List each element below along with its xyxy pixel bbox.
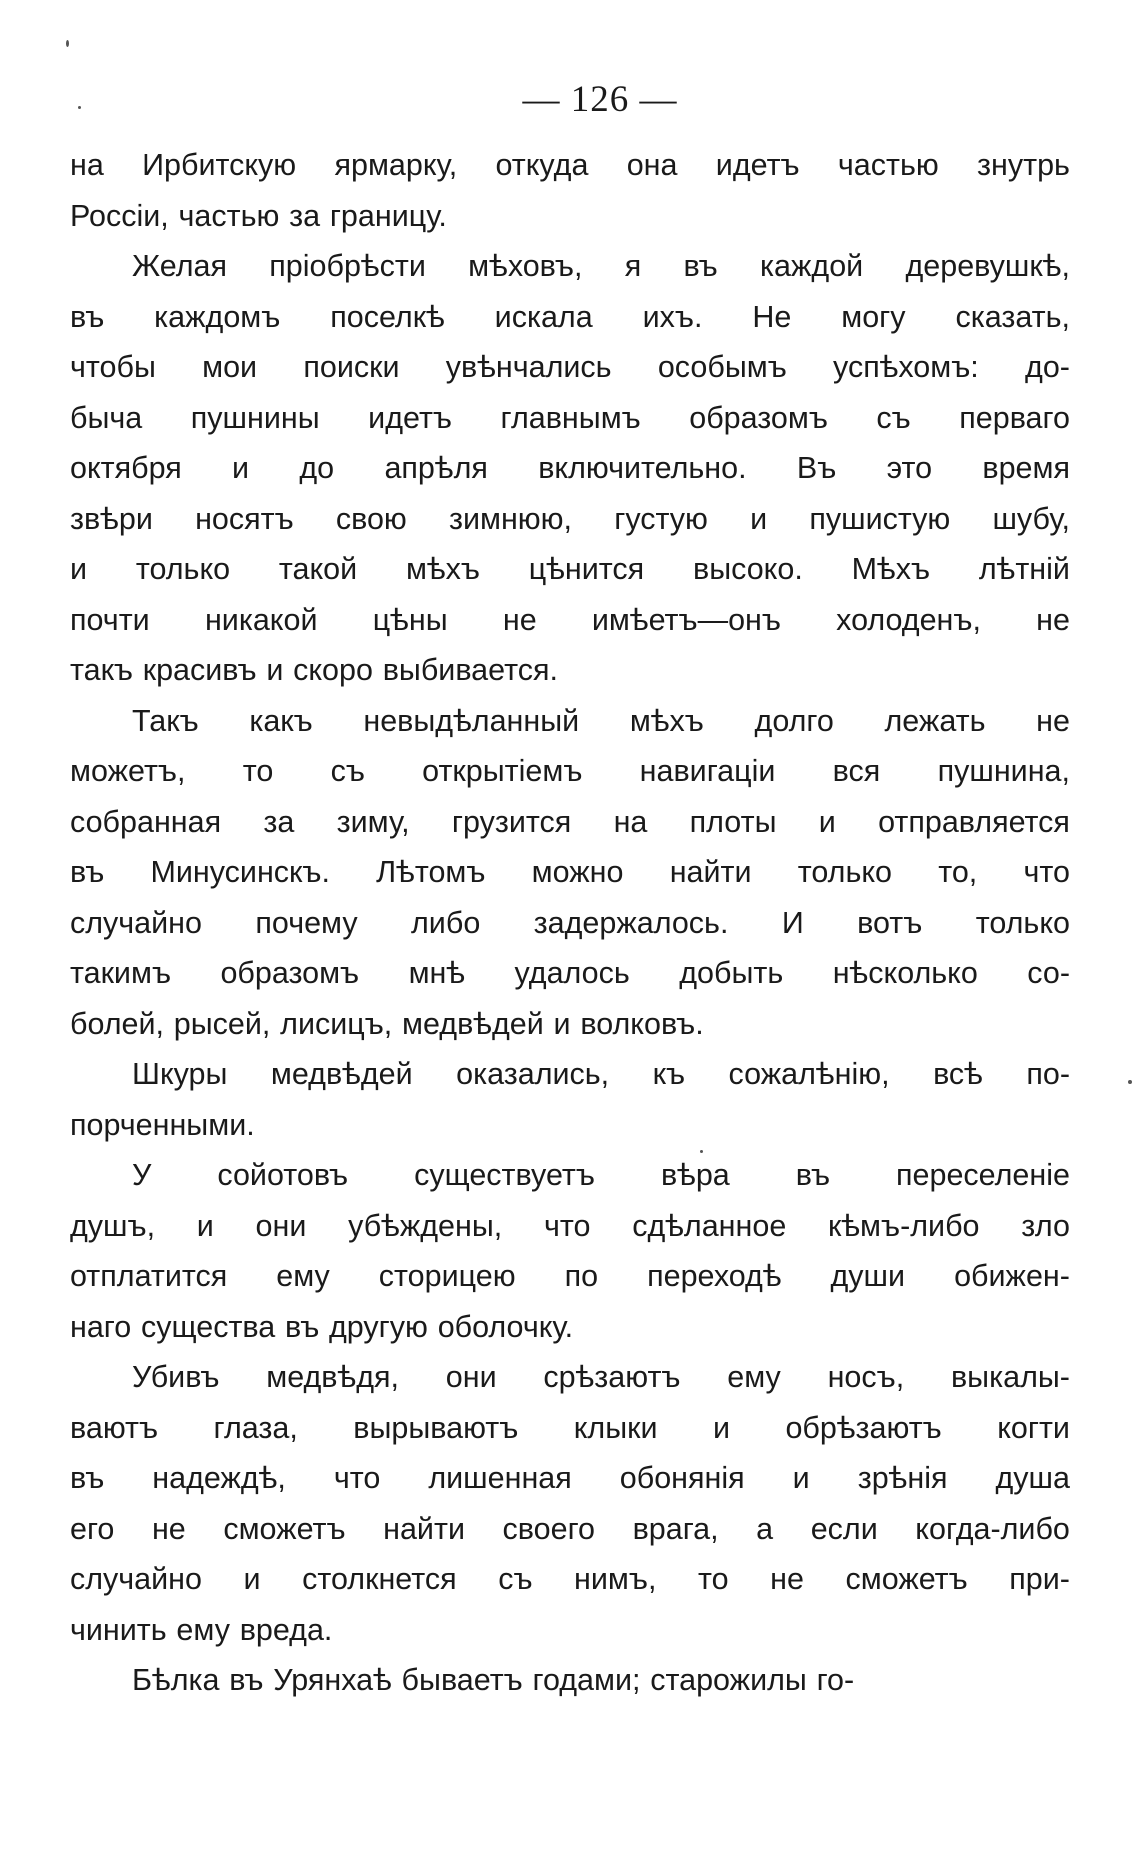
text-line bbox=[70, 191, 1070, 242]
paragraph bbox=[70, 1049, 1070, 1150]
word: мнѣ bbox=[408, 956, 466, 990]
text-line bbox=[70, 847, 1070, 898]
word: не bbox=[151, 1511, 186, 1546]
word: свою bbox=[335, 501, 407, 536]
word: Ирбитскую bbox=[142, 148, 297, 182]
word: ему bbox=[727, 1360, 781, 1394]
text-line bbox=[70, 1352, 1070, 1403]
word: пріобрѣсти bbox=[269, 249, 426, 283]
word: а bbox=[756, 1511, 774, 1546]
text-line bbox=[70, 292, 1070, 343]
scan-speck bbox=[700, 1150, 703, 1153]
word: лисицъ, bbox=[280, 1006, 393, 1041]
word: существа bbox=[140, 1309, 276, 1344]
word: отправляется bbox=[878, 804, 1070, 839]
word: мѣховъ, bbox=[468, 249, 583, 283]
word: душъ, bbox=[70, 1208, 156, 1243]
word: и bbox=[232, 451, 250, 485]
word: существуетъ bbox=[414, 1158, 595, 1192]
word: найти bbox=[383, 1511, 465, 1546]
text-line bbox=[70, 1150, 1070, 1201]
word: въ bbox=[285, 1309, 320, 1344]
word: навигаціи bbox=[639, 754, 776, 788]
word: въ bbox=[70, 855, 105, 889]
text-line bbox=[70, 140, 1070, 191]
word: волковъ. bbox=[580, 1006, 704, 1041]
text-line bbox=[70, 1049, 1070, 1100]
word: плоты bbox=[689, 804, 777, 839]
word: лѣтній bbox=[978, 552, 1070, 586]
word: на bbox=[70, 148, 104, 182]
word: звѣри bbox=[70, 501, 153, 536]
word: могу bbox=[841, 299, 906, 334]
paragraph bbox=[70, 1352, 1070, 1655]
word: не bbox=[770, 1562, 804, 1596]
word: кѣмъ-либо bbox=[828, 1208, 980, 1243]
word: за bbox=[263, 804, 295, 839]
word: границу. bbox=[329, 198, 447, 233]
word: У bbox=[132, 1158, 152, 1192]
word: скоро bbox=[293, 653, 373, 687]
word: открытіемъ bbox=[422, 754, 583, 788]
word: сожалѣнію, bbox=[728, 1057, 890, 1091]
word: оболочку. bbox=[437, 1309, 574, 1344]
word: въ bbox=[70, 1461, 105, 1495]
word: густую bbox=[614, 501, 708, 536]
word: и bbox=[266, 653, 284, 687]
word: и bbox=[70, 552, 88, 586]
word: старожилы bbox=[650, 1663, 807, 1697]
word: частью bbox=[837, 148, 939, 182]
word: апрѣля bbox=[384, 451, 488, 485]
word: медвѣдей bbox=[270, 1057, 413, 1091]
word: вотъ bbox=[857, 905, 923, 940]
word: ему bbox=[176, 1612, 230, 1647]
word: съ bbox=[498, 1562, 533, 1596]
text-line bbox=[70, 1100, 1070, 1151]
word: годами; bbox=[532, 1663, 641, 1697]
word: то bbox=[697, 1562, 729, 1596]
word: по- bbox=[1026, 1057, 1070, 1091]
word: мѣхъ bbox=[629, 703, 704, 738]
word: го- bbox=[816, 1663, 855, 1697]
word: обижен- bbox=[954, 1259, 1070, 1293]
word: зрѣнія bbox=[857, 1461, 948, 1495]
word: такой bbox=[278, 552, 358, 586]
word: надеждѣ, bbox=[152, 1461, 286, 1495]
text-line bbox=[70, 1655, 1070, 1706]
word: только bbox=[797, 855, 893, 889]
word: другую bbox=[329, 1309, 428, 1344]
word: до- bbox=[1025, 350, 1070, 384]
text-line bbox=[70, 443, 1070, 494]
word: убѣждены, bbox=[348, 1208, 503, 1243]
word: пушнины bbox=[190, 400, 320, 435]
word: лишенная bbox=[428, 1461, 572, 1495]
text-line bbox=[70, 1201, 1070, 1252]
word: когти bbox=[997, 1410, 1070, 1445]
word: и bbox=[712, 1410, 731, 1445]
word: и bbox=[196, 1208, 214, 1243]
scan-speck bbox=[78, 106, 81, 109]
word: время bbox=[982, 451, 1070, 485]
word: столкнется bbox=[302, 1562, 457, 1596]
word: это bbox=[886, 451, 933, 485]
word: съ bbox=[876, 400, 911, 435]
paragraph bbox=[70, 140, 1070, 241]
word: его bbox=[70, 1511, 115, 1546]
word: успѣхомъ: bbox=[833, 350, 979, 384]
word: Россіи, bbox=[70, 198, 169, 233]
word: деревушкѣ, bbox=[905, 249, 1070, 283]
page-number: — 126 — bbox=[522, 79, 678, 120]
word: И bbox=[781, 905, 804, 940]
word: чтобы bbox=[70, 350, 156, 384]
word: никакой bbox=[204, 602, 318, 637]
word: либо bbox=[411, 905, 481, 940]
word: включительно. bbox=[538, 451, 747, 485]
word: врага, bbox=[632, 1511, 719, 1546]
word: искала bbox=[494, 299, 593, 334]
word: случайно bbox=[70, 905, 202, 940]
word: что bbox=[1023, 855, 1070, 889]
word: сказать, bbox=[955, 299, 1070, 334]
word: медвѣдя, bbox=[266, 1360, 399, 1394]
word: случайно bbox=[70, 1562, 202, 1596]
text-line bbox=[70, 494, 1070, 545]
word: вся bbox=[832, 754, 881, 788]
word: съ bbox=[330, 754, 365, 788]
word: идетъ bbox=[368, 400, 452, 435]
word: лежать bbox=[884, 703, 986, 738]
text-line bbox=[70, 1605, 1070, 1656]
word: можетъ, bbox=[70, 754, 186, 788]
word: обонянія bbox=[619, 1461, 745, 1495]
word: найти bbox=[669, 855, 752, 889]
word: за bbox=[289, 198, 321, 233]
word: красивъ bbox=[142, 653, 257, 687]
text-line bbox=[70, 1453, 1070, 1504]
word: цѣны bbox=[372, 602, 448, 637]
word: сдѣланное bbox=[632, 1208, 787, 1243]
word: образомъ bbox=[689, 400, 828, 435]
word: поиски bbox=[303, 350, 400, 384]
word: медвѣдей bbox=[402, 1006, 544, 1041]
text-line bbox=[70, 1251, 1070, 1302]
word: души bbox=[830, 1259, 906, 1293]
word: только bbox=[135, 552, 231, 586]
word: въ bbox=[70, 299, 105, 334]
text-line bbox=[70, 595, 1070, 646]
word: откуда bbox=[495, 148, 589, 182]
word: какъ bbox=[249, 703, 313, 738]
word: зло bbox=[1021, 1208, 1070, 1243]
word: и bbox=[750, 501, 768, 536]
word: ихъ. bbox=[642, 299, 703, 334]
word: сойотовъ bbox=[217, 1158, 349, 1192]
word: собранная bbox=[70, 804, 222, 839]
word: выбивается. bbox=[382, 653, 558, 687]
word: почти bbox=[70, 602, 150, 637]
word: холоденъ, bbox=[836, 602, 981, 637]
word: пушнина, bbox=[937, 754, 1070, 788]
word: мѣхъ bbox=[405, 552, 480, 586]
word: увѣнчались bbox=[445, 350, 612, 384]
word: обрѣзаютъ bbox=[785, 1410, 942, 1445]
word: и bbox=[243, 1562, 261, 1596]
word: не bbox=[1036, 703, 1070, 738]
word: частью bbox=[178, 198, 280, 233]
word: невыдѣланный bbox=[363, 703, 580, 738]
word: Урянхаѣ bbox=[273, 1663, 392, 1697]
word: сможетъ bbox=[223, 1511, 346, 1546]
word: такъ bbox=[70, 653, 133, 687]
word: въ bbox=[229, 1663, 264, 1697]
word: быча bbox=[70, 400, 143, 435]
word: только bbox=[975, 905, 1070, 940]
word: Лѣтомъ bbox=[376, 855, 486, 889]
word: переселеніе bbox=[896, 1158, 1070, 1192]
word: цѣнится bbox=[528, 552, 645, 586]
word: Убивъ bbox=[132, 1360, 220, 1394]
word: если bbox=[810, 1511, 878, 1546]
word: оказались, bbox=[456, 1057, 610, 1091]
word: въ bbox=[683, 249, 718, 283]
paragraph bbox=[70, 696, 1070, 1050]
text-line bbox=[70, 948, 1070, 999]
text-line bbox=[70, 1554, 1070, 1605]
word: грузится bbox=[451, 804, 572, 839]
word: такимъ bbox=[70, 956, 172, 990]
word: выкалы- bbox=[950, 1360, 1070, 1394]
word: вѣра bbox=[660, 1158, 730, 1192]
word: мои bbox=[202, 350, 258, 384]
word: Въ bbox=[796, 451, 837, 485]
word: нѣсколько bbox=[832, 956, 978, 990]
word: Шкуры bbox=[132, 1057, 228, 1091]
word: болей, bbox=[70, 1006, 165, 1041]
word: задержалось. bbox=[533, 905, 729, 940]
word: что bbox=[333, 1461, 381, 1495]
word: шубу, bbox=[992, 501, 1070, 536]
word: вырываютъ bbox=[353, 1410, 519, 1445]
word: почему bbox=[255, 905, 358, 940]
word: перваго bbox=[959, 400, 1070, 435]
word: что bbox=[543, 1208, 591, 1243]
text-line bbox=[70, 898, 1070, 949]
text-line bbox=[70, 342, 1070, 393]
word: она bbox=[626, 148, 678, 182]
word: ему bbox=[276, 1259, 330, 1293]
word: въ bbox=[795, 1158, 831, 1192]
word: Мѣхъ bbox=[851, 552, 931, 586]
text-line bbox=[70, 1302, 1070, 1353]
word: и bbox=[553, 1006, 571, 1041]
word: я bbox=[624, 249, 642, 283]
scan-speck bbox=[66, 40, 69, 47]
word: со- bbox=[1027, 956, 1070, 990]
paragraph bbox=[70, 1655, 1070, 1706]
word: каждомъ bbox=[154, 299, 281, 334]
word: на bbox=[613, 804, 648, 839]
word: образомъ bbox=[220, 956, 360, 990]
word: то bbox=[242, 754, 274, 788]
word: Желая bbox=[132, 249, 228, 283]
word: носятъ bbox=[195, 501, 294, 536]
word: отплатится bbox=[70, 1259, 228, 1293]
word: Такъ bbox=[132, 703, 199, 738]
word: они bbox=[445, 1360, 497, 1394]
word: добыть bbox=[679, 956, 784, 990]
word: къ bbox=[652, 1057, 686, 1091]
book-page bbox=[70, 78, 1070, 1818]
word: когда-либо bbox=[915, 1511, 1070, 1546]
word: особымъ bbox=[657, 350, 787, 384]
word: пушистую bbox=[809, 501, 951, 536]
word: и bbox=[818, 804, 836, 839]
text-line bbox=[70, 393, 1070, 444]
word: идетъ bbox=[715, 148, 800, 182]
word: не bbox=[1036, 602, 1070, 637]
word: срѣзаютъ bbox=[543, 1360, 681, 1394]
word: главнымъ bbox=[500, 400, 641, 435]
word: можно bbox=[531, 855, 624, 889]
word: долго bbox=[754, 703, 834, 738]
word: рысей, bbox=[173, 1006, 271, 1041]
word: бываетъ bbox=[401, 1663, 523, 1697]
paragraph bbox=[70, 1150, 1070, 1352]
text-line bbox=[70, 746, 1070, 797]
word: они bbox=[255, 1208, 307, 1243]
word: нимъ, bbox=[574, 1562, 657, 1596]
word: не bbox=[502, 602, 537, 637]
word: и bbox=[792, 1461, 810, 1495]
word: поселкѣ bbox=[330, 299, 445, 334]
word: до bbox=[299, 451, 335, 485]
word: глаза, bbox=[213, 1410, 298, 1445]
word: Бѣлка bbox=[132, 1663, 220, 1697]
word: Минусинскъ. bbox=[150, 855, 330, 889]
text-line bbox=[70, 645, 1070, 696]
word: наго bbox=[70, 1309, 132, 1344]
word: зиму, bbox=[336, 804, 410, 839]
word: переходѣ bbox=[647, 1259, 782, 1293]
word: чинить bbox=[70, 1612, 167, 1647]
word: вреда. bbox=[239, 1612, 333, 1647]
word: всѣ bbox=[933, 1057, 983, 1091]
word: клыки bbox=[573, 1410, 658, 1445]
word: порченными. bbox=[70, 1107, 255, 1142]
word: сможетъ bbox=[845, 1562, 968, 1596]
text-line bbox=[70, 696, 1070, 747]
word: то, bbox=[938, 855, 978, 889]
text-line bbox=[70, 797, 1070, 848]
word: при- bbox=[1009, 1562, 1070, 1596]
word: удалось bbox=[514, 956, 630, 990]
scan-speck bbox=[1128, 1080, 1132, 1084]
word: Не bbox=[752, 299, 792, 334]
word: ярмарку, bbox=[334, 148, 458, 182]
word: высоко. bbox=[693, 552, 803, 586]
text-line bbox=[70, 544, 1070, 595]
word: своего bbox=[502, 1511, 595, 1546]
text-line bbox=[70, 999, 1070, 1050]
word: душа bbox=[995, 1461, 1070, 1495]
word: по bbox=[564, 1259, 599, 1293]
text-line bbox=[70, 1403, 1070, 1454]
word: октября bbox=[70, 451, 182, 485]
paragraph bbox=[70, 241, 1070, 696]
body-text bbox=[70, 140, 1070, 1706]
word: знутрь bbox=[977, 148, 1070, 182]
word: имѣетъ—онъ bbox=[591, 602, 781, 637]
word: зимнюю, bbox=[448, 501, 573, 536]
word: носъ, bbox=[827, 1360, 905, 1394]
text-line bbox=[70, 1504, 1070, 1555]
text-line bbox=[70, 241, 1070, 292]
word: сторицею bbox=[378, 1259, 516, 1293]
word: каждой bbox=[760, 249, 864, 283]
word: ваютъ bbox=[70, 1410, 159, 1445]
